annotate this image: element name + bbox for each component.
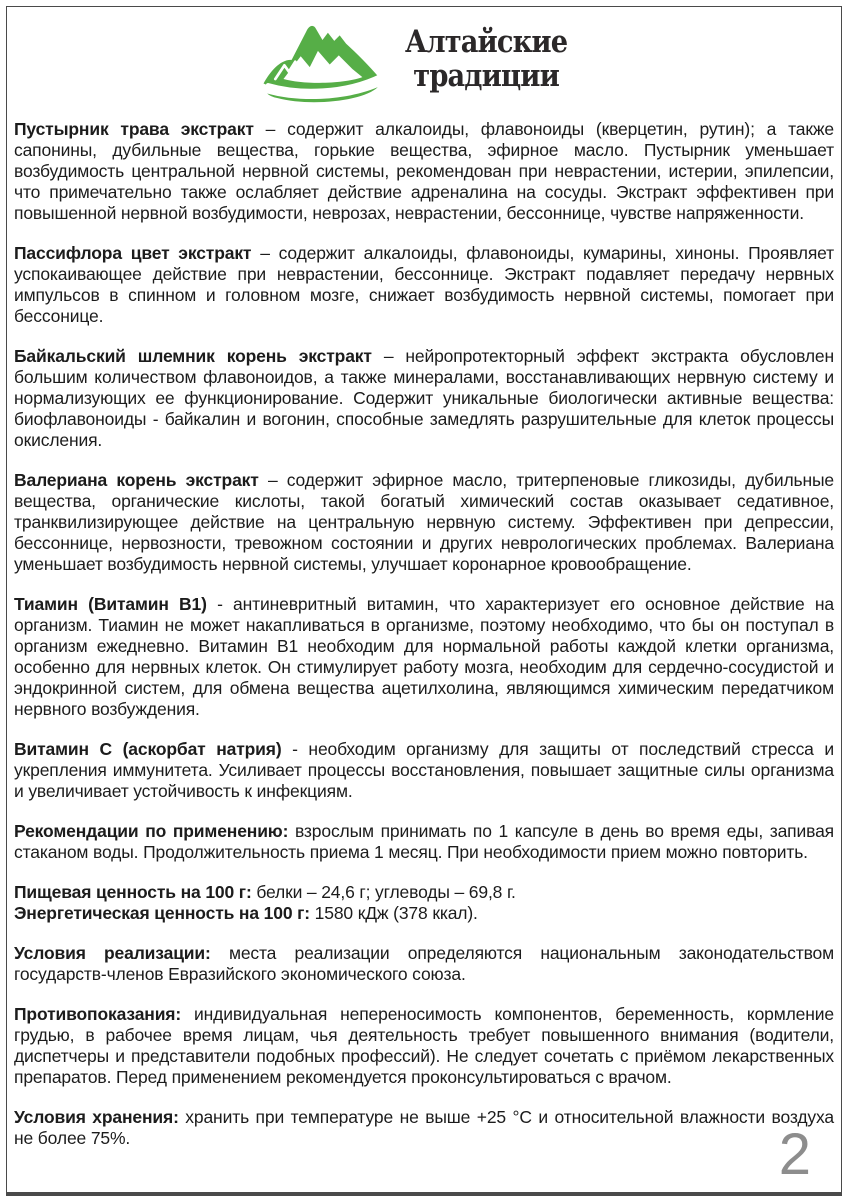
- paragraph-title: Противопоказания:: [14, 1004, 182, 1024]
- paragraph-text: - антиневритный витамин, что характеризует его основное действие на организм. Тиамин не может накапливаться в организме, поэтому необходимо, что бы он поступал в организм ежедневно. Витамин В1 необходим для нормальной работы каждой клетки организма, особенно для нервных клеток. Он стимулирует работу мозга, необходим для сердечно-сосудистой и эндокринной систем, для обмена вещества ацетилхолина, являющимся химическим передатчиком нервного возбуждения.: [14, 594, 834, 719]
- paragraph-text: - необходим организму для защиты от последствий стресса и укрепления иммунитета. Усиливает процессы восстановления, повышает защитные силы организма и увеличивает устойчивость к инфекциям.: [14, 739, 834, 801]
- paragraph-title: Витамин С (аскорбат натрия): [14, 739, 282, 759]
- paragraph: [14, 739, 834, 802]
- paragraph-title: Тиамин (Витамин В1): [14, 594, 207, 614]
- paragraph: [14, 903, 834, 924]
- paragraph-text: индивидуальная непереносимость компонентов, беременность, кормление грудью, в рабочее время лицам, чья деятельность требует повышенного внимания (водители, диспетчеры и представители подобных профессий). Не следует сочетать с приёмом лекарственных препаратов. Перед применением рекомендуется проконсультироваться с врачом.: [14, 1004, 834, 1087]
- paragraph: [14, 470, 834, 575]
- paragraph: [14, 594, 834, 720]
- paragraph-text: – содержит алкалоиды, флавоноиды (кверцетин, рутин); а также сапонины, дубильные вещества, горькие вещества, эфирное масло. Пустырник уменьшает возбудимость центральной нервной системы, рекомендован при неврастении, истерии, эпилепсии, что примечательно также ослабляет действие адреналина на сосуды. Экстракт эффективен при повышенной нервной возбудимости, неврозах, неврастении, бессоннице, чувстве напряженности.: [14, 119, 834, 223]
- paragraph-text: места реализации определяются национальным законодательством государств-членов Евразийского экономического союза.: [14, 943, 834, 984]
- paragraph-title: Байкальский шлемник корень экстракт: [14, 346, 372, 366]
- paragraph-text: – нейропротекторный эффект экстракта обусловлен большим количеством флавоноидов, а также минералами, восстанавливающих нервную систему и нормализующих ее функционирование. Содержит уникальные биологически активные вещества: биофлавоноиды - байкалин и вогонин, способные замедлять разрушительные для клеток процессы окисления.: [14, 346, 834, 450]
- paragraph: [14, 1107, 834, 1149]
- paragraph: [14, 882, 834, 903]
- document-page: [6, 6, 842, 1196]
- brand-name-line1: Алтайские: [404, 24, 568, 60]
- paragraph: [14, 821, 834, 863]
- paragraph-text: хранить при температуре не выше +25 °С и относительной влажности воздуха не более 75%.: [14, 1107, 834, 1148]
- document-body: [14, 119, 834, 1149]
- paragraph: [14, 1004, 834, 1088]
- brand-name: [405, 25, 567, 93]
- brand-logo: [14, 11, 834, 107]
- paragraph-title: Энергетическая ценность на 100 г:: [14, 903, 310, 923]
- ingredient-paragraphs: [14, 119, 834, 863]
- paragraph-text: взрослым принимать по 1 капсуле в день во время еды, запивая стаканом воды. Продолжительность приема 1 месяц. При необходимости прием можно повторить.: [14, 821, 834, 862]
- page-number: 2: [778, 1122, 811, 1187]
- paragraph-text: – содержит алкалоиды, флавоноиды, кумарины, хиноны. Проявляет успокаивающее действие при неврастении, бессоннице. Экстракт подавляет передачу нервных импульсов в спинном и головном мозге, снижает возбудимость нервной системы, помогает при бессонице.: [14, 243, 835, 326]
- paragraph-title: Условия хранения:: [14, 1107, 179, 1127]
- paragraph-title: Пищевая ценность на 100 г:: [14, 882, 252, 902]
- paragraph-text: 1580 кДж (378 ккал).: [314, 903, 478, 923]
- paragraph-text: белки – 24,6 г; углеводы – 69,8 г.: [256, 882, 516, 902]
- paragraph-title: Пассифлора цвет экстракт: [14, 243, 252, 263]
- paragraph: [14, 119, 834, 224]
- mountain-logo-icon: [259, 12, 395, 106]
- paragraph: [14, 346, 834, 451]
- paragraph: [14, 943, 834, 985]
- paragraph-title: Валериана корень экстракт: [14, 470, 259, 490]
- paragraph: [14, 243, 834, 327]
- info-paragraphs: [14, 943, 834, 1149]
- paragraph-text: – содержит эфирное масло, тритерпеновые гликозиды, дубильные вещества, органические кислоты, такой богатый химический состав оказывает седативное, транквилизирующее действие на центральную нервную систему. Эффективен при депрессии, бессоннице, нервозности, тревожном состоянии и других неврологических проблемах. Валериана уменьшает возбудимость нервной системы, улучшает коронарное кровообращение.: [14, 470, 834, 574]
- paragraph-title: Условия реализации:: [14, 943, 211, 963]
- paragraph-title: Пустырник трава экстракт: [14, 119, 254, 139]
- paragraph-title: Рекомендации по применению:: [14, 821, 289, 841]
- brand-name-line2: традиции: [413, 58, 559, 94]
- nutrition-block: [14, 882, 834, 924]
